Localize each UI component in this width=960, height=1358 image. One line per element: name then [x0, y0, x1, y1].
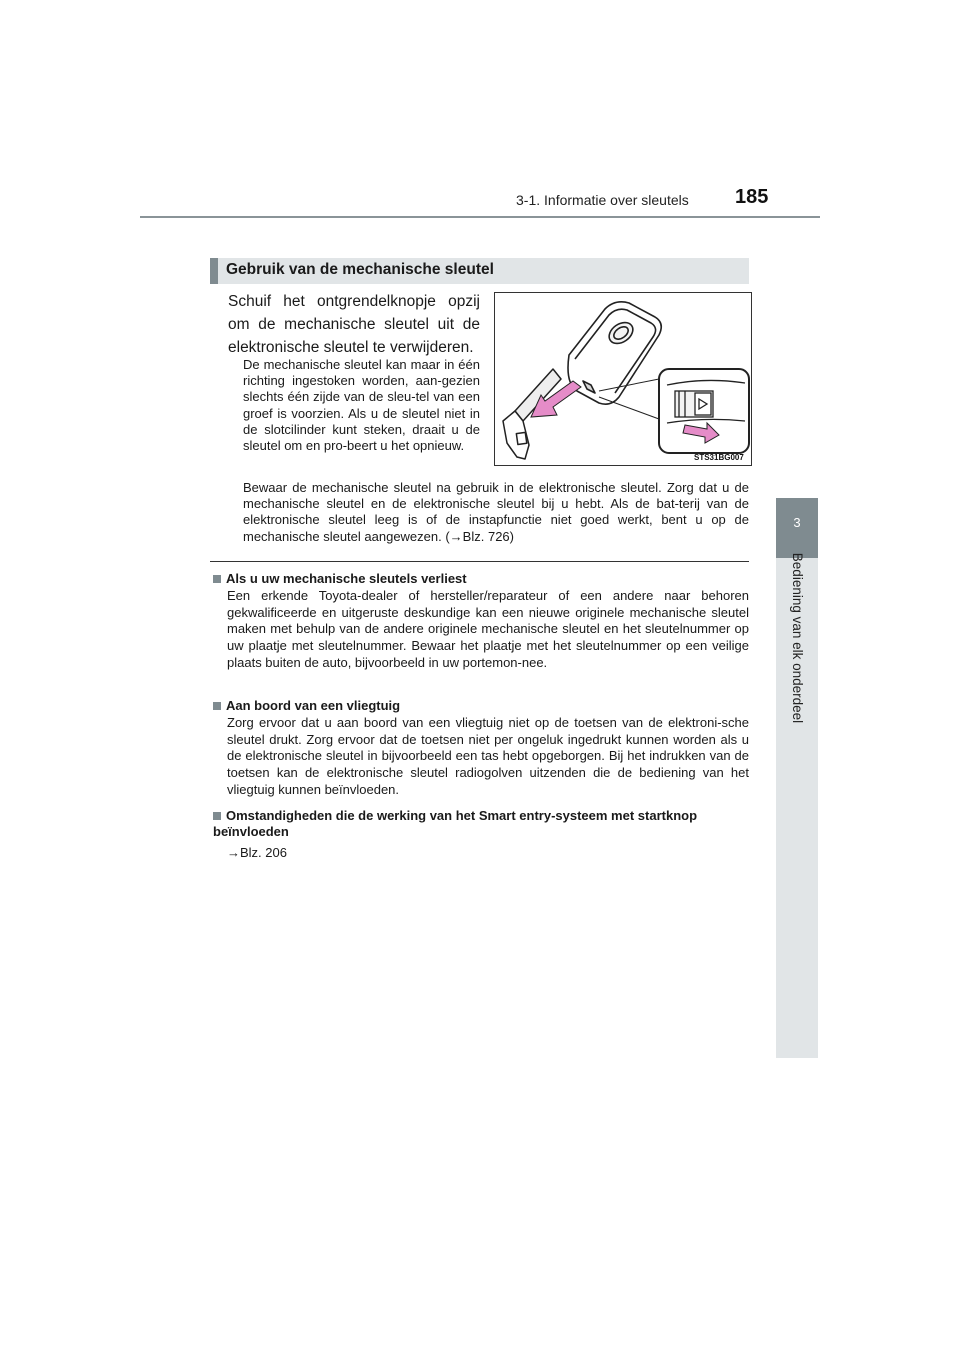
- info-title-smart-entry: Omstandigheden die de werking van het Smart entry-systeem met startknop beïnvloeden: [213, 808, 698, 839]
- header-section-title: 3-1. Informatie over sleutels: [516, 192, 689, 208]
- figure-code: STS31BG007: [694, 453, 744, 462]
- info-block-title: [213, 571, 749, 587]
- section-divider: [210, 561, 749, 562]
- note-key-orientation: De mechanische sleutel kan maar in één richting ingestoken worden, aan-gezien slechts één zijde van de sleu-tel van een groef is voorzien. Als u de sleutel niet in de slotcilinder kunt steken, draait u de sleutel om en pro-beert u het opnieuw.: [243, 357, 480, 454]
- info-body-smart-entry: →Blz. 206: [227, 845, 287, 860]
- square-bullet-icon: [213, 575, 221, 583]
- section-heading: Gebruik van de mechanische sleutel: [226, 261, 494, 278]
- header-divider: [140, 216, 820, 218]
- info-block-title: [213, 808, 749, 840]
- key-illustration-drawing: [495, 293, 751, 465]
- chapter-title: Bediening van elk onderdeel: [790, 552, 805, 724]
- section-heading-marker: [210, 258, 218, 284]
- square-bullet-icon: [213, 812, 221, 820]
- square-bullet-icon: [213, 702, 221, 710]
- info-block-title: [213, 698, 749, 714]
- info-body-lost-keys: Een erkende Toyota-dealer of hersteller/reparateur of een andere naar behoren gekwalificeerde en uitgeruste deskundige kan een nieuwe originele mechanische sleutel maken met behulp van de andere originele mechanische sleutel en het sleutelnummer op uw plaatje met sleutelnummer. Bewaar het plaatje met het sleutelnummer op een veilige plaats buiten de auto, bijvoorbeeld in uw portemon-nee.: [227, 588, 749, 670]
- main-instruction: Schuif het ontgrendelknopje opzij om de mechanische sleutel uit de elektronische sleutel te verwijderen.: [228, 293, 480, 356]
- info-title-airplane: Aan boord van een vliegtuig: [226, 698, 401, 713]
- page-number: 185: [735, 186, 769, 208]
- info-title-lost-keys: Als u uw mechanische sleutels verliest: [226, 571, 467, 586]
- key-illustration: [494, 292, 752, 466]
- note-key-storage: Bewaar de mechanische sleutel na gebruik in de elektronische sleutel. Zorg dat u de mechanische sleutel en de elektronische sleutel bij u hebt. Als de bat-terij van de elektronische sleutel leeg is of de instapfunctie niet goed werkt, bent u op de mechanische sleutel aangewezen. (→Blz. 726): [243, 480, 749, 544]
- info-body-airplane: Zorg ervoor dat u aan boord van een vliegtuig niet op de toetsen van de elektroni-sche sleutel drukt. Zorg ervoor dat de toetsen niet per ongeluk ingedrukt kunnen worden als u de elektronische sleutel in bijvoorbeeld een tas hebt opgeborgen. Bij het indrukken van de toetsen kan de elektronische sleutel radiogolven uitzenden die de bediening van het vliegtuig kunnen beïnvloeden.: [227, 715, 749, 797]
- chapter-number: 3: [793, 515, 801, 530]
